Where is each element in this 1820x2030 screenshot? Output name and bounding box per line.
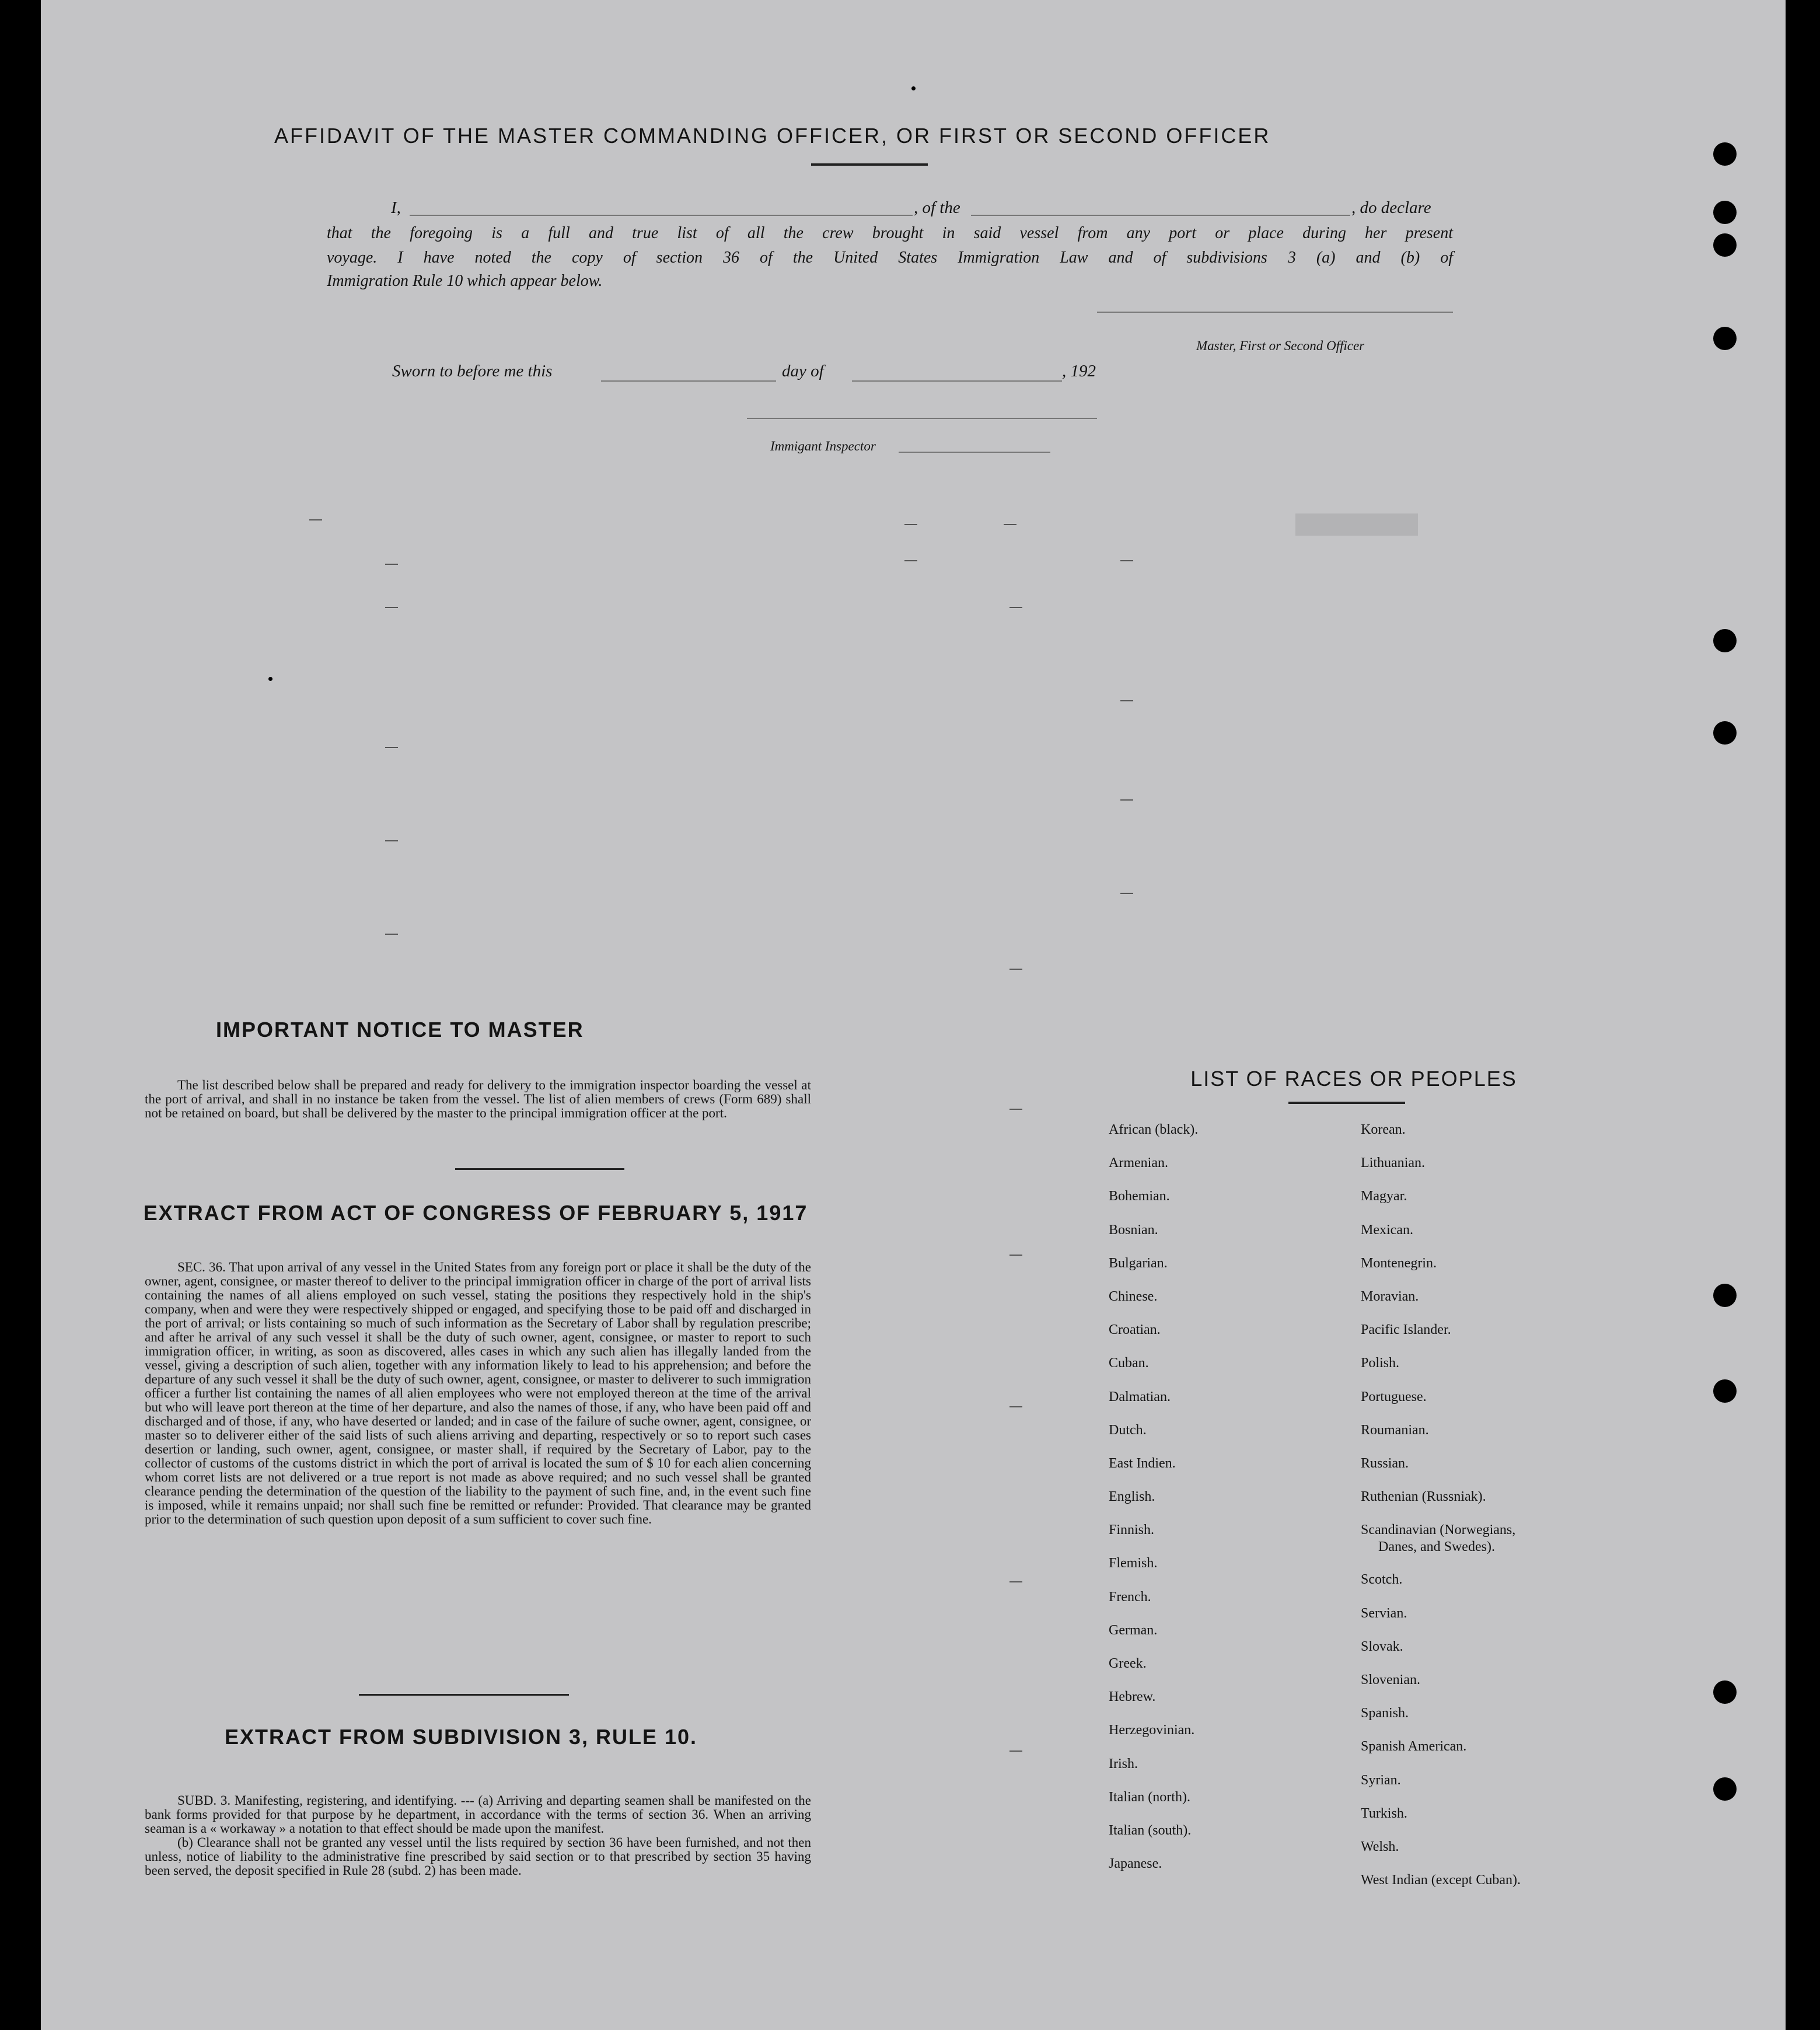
rule-heading: EXTRACT FROM SUBDIVISION 3, RULE 10. [224, 1725, 698, 1749]
act-text [145, 1260, 811, 1526]
race-item: Spanish American. [1361, 1739, 1467, 1755]
guide-dash [309, 519, 322, 520]
race-item: Servian. [1361, 1605, 1407, 1621]
race-item: Japanese. [1109, 1856, 1162, 1872]
race-item: Dalmatian. [1109, 1389, 1171, 1404]
sworn-month-line [852, 380, 1062, 382]
affidavit-text-line: Immigration Rule 10 which appear below. [327, 272, 603, 290]
race-item: Finnish. [1109, 1522, 1155, 1538]
punch-hole [1713, 721, 1737, 745]
affidavit-heading-rule [811, 163, 928, 166]
guide-dash [1120, 700, 1133, 701]
race-item: Hebrew. [1109, 1689, 1156, 1705]
guide-dash [1009, 1751, 1022, 1752]
guide-dash [385, 840, 398, 841]
stray-mark [911, 86, 916, 90]
race-item: Slovak. [1361, 1638, 1403, 1654]
guide-dash [1009, 1109, 1022, 1110]
inspector-signature-line [747, 418, 1097, 419]
inspector-line [899, 452, 1050, 453]
race-item: Ruthenian (Russniak). [1361, 1489, 1486, 1505]
race-item: Lithuanian. [1361, 1155, 1425, 1171]
act-heading: EXTRACT FROM ACT OF CONGRESS OF FEBRUARY 5, 1917 [143, 1201, 808, 1225]
guide-dash [1009, 969, 1022, 970]
race-item: Scotch. [1361, 1572, 1403, 1588]
race-item: Pacific Islander. [1361, 1322, 1451, 1338]
inspector-label: Immigant Inspector [770, 439, 876, 453]
race-item: Croatian. [1109, 1322, 1161, 1338]
affidavit-text-line: that the foregoing is a full and true list of all the crew brought in said vessel from any port or place during her present [327, 224, 1453, 242]
guide-dash [1009, 607, 1022, 608]
race-item: Herzegovinian. [1109, 1722, 1195, 1738]
race-item: Greek. [1109, 1656, 1147, 1671]
race-item: Russian. [1361, 1455, 1409, 1471]
sworn-day-line [601, 380, 776, 382]
race-item: Flemish. [1109, 1556, 1158, 1571]
races-right-column [1361, 1121, 1618, 1905]
races-heading-rule [1288, 1102, 1405, 1104]
race-item: Armenian. [1109, 1155, 1168, 1171]
punch-hole [1713, 142, 1737, 166]
guide-dash [385, 747, 398, 748]
race-item: Bosnian. [1109, 1222, 1158, 1238]
race-item: Mexican. [1361, 1222, 1413, 1238]
punch-hole [1713, 233, 1737, 257]
faint-smudge [1295, 513, 1418, 536]
vessel-name-line [971, 215, 1350, 216]
race-item: Moravian. [1361, 1288, 1419, 1304]
declare-label: , do declare [1351, 198, 1431, 217]
race-item: Bulgarian. [1109, 1255, 1168, 1271]
race-item: English. [1109, 1489, 1155, 1505]
master-signature-line [1097, 312, 1453, 313]
race-item: French. [1109, 1589, 1151, 1605]
race-item: Turkish. [1361, 1805, 1407, 1821]
notice-heading: IMPORTANT NOTICE TO MASTER [216, 1018, 584, 1042]
guide-dash [385, 607, 398, 608]
notice-text [145, 1078, 811, 1120]
document-page [41, 0, 1786, 2030]
sworn-label: Sworn to before me this [392, 362, 553, 380]
race-item: Danes, and Swedes). [1378, 1539, 1495, 1555]
day-of-label: day of [782, 362, 824, 380]
rule-text [145, 1794, 811, 1878]
race-item: Scandinavian (Norwegians, [1361, 1522, 1516, 1538]
race-item: Spanish. [1361, 1706, 1409, 1721]
race-item: German. [1109, 1622, 1158, 1638]
declarant-name-line [410, 215, 913, 216]
affidavit-text-line: voyage. I have noted the copy of section 36 of the United States Immigration Law and of subdivisions 3 (a) and (b) of [327, 249, 1453, 267]
guide-dash [385, 564, 398, 565]
race-item: Magyar. [1361, 1189, 1407, 1204]
guide-dash [1120, 893, 1133, 894]
race-item: Polish. [1361, 1355, 1400, 1371]
punch-hole [1713, 1284, 1737, 1307]
race-item: Italian (north). [1109, 1789, 1190, 1805]
race-item: Welsh. [1361, 1839, 1399, 1854]
guide-dash [1009, 1255, 1022, 1256]
race-item: Slovenian. [1361, 1672, 1420, 1687]
guide-dash [1009, 1406, 1022, 1407]
race-item: Cuban. [1109, 1355, 1149, 1371]
race-item: Syrian. [1361, 1772, 1401, 1788]
race-item: Korean. [1361, 1122, 1406, 1137]
guide-dash [385, 934, 398, 935]
of-the-label: , of the [914, 198, 960, 217]
race-item: African (black). [1109, 1122, 1199, 1137]
guide-dash [904, 524, 917, 525]
notice-rule [455, 1168, 624, 1170]
act-paragraph: SEC. 36. That upon arrival of any vessel in the United States from any foreign port or place it shall be the duty of the owner, agent, consignee, or master thereof to deliver to the principal immigration officer in charge of the port of arrival lists containing the names of all aliens employed on such vessel, stating the positions they respectively hold in the ship's company, when and were they were respectively shipped or engaged, and specifying those to be paid off and discharged in the port of arrival; or lists containing so much of such information as the Secretary of Labor shall by regulation prescribe; and after he arrival of any such vessel it shall be the duty of such owner, agent, consignee, or master to report to such immigration officer, in writing, as soon as discovered, alles cases in which any such alien has illegally landed from the vessel, giving a description of such alien, together with any information likely to lead to his apprehension; and before the departure of any such vessel it shall be the duty of such owner, agent, consignee, or master to deliverer to such immigration officer a further list containing the names of all alien employees who were not employed thereon at the time of the arrival but who will leave port thereon at the time of her departure, and also the names of those, if any, who have been paid off and discharged and of those, if any, who have deserted or landed; and in case of the failure of suche owner, agent, consignee, or master so to deliverer either of the said lists of such aliens arriving and departing, respectively or so to report such cases desertion or landing, such owner, agent, consignee, or master shall, if required by the Secretary of Labor, pay to the collector of customs of the customs district in which the port of arrival is located the sum of $ 10 for each alien concerning whom corret lists are not delivered or a true report is not made as above required; and no such vessel shall be granted clearance pending the determination of the question of the liability to the payment of such fine, and, in the event such fine is imposed, while it remains unpaid; nor shall such fine be remitted or refunder: Provided. That clearance may be granted prior to the determination of such question upon deposit of a sum sufficient to cover such fine. [145, 1260, 811, 1526]
punch-hole [1713, 201, 1737, 224]
race-item: Italian (south). [1109, 1822, 1192, 1838]
guide-dash [1120, 799, 1133, 801]
race-item: West Indian (except Cuban). [1361, 1872, 1521, 1888]
race-item: Portuguese. [1361, 1389, 1427, 1404]
declarant-i-label: I, [391, 198, 401, 217]
punch-hole [1713, 1777, 1737, 1801]
race-item: Irish. [1109, 1756, 1138, 1772]
race-item: Montenegrin. [1361, 1255, 1437, 1271]
guide-dash [1120, 560, 1133, 561]
notice-paragraph: The list described below shall be prepared and ready for delivery to the immigration inspector boarding the vessel at the port of arrival, and shall in no instance be taken from the vessel. The list of alien members of crews (Form 689) shall not be retained on board, but shall be delivered by the master to the principal immigration officer at the port. [145, 1078, 811, 1120]
race-item: Roumanian. [1361, 1422, 1429, 1438]
races-heading: LIST OF RACES OR PEOPLES [1190, 1067, 1517, 1091]
punch-hole [1713, 1680, 1737, 1704]
race-item: Bohemian. [1109, 1189, 1170, 1204]
punch-hole [1713, 1379, 1737, 1403]
races-left-column [1109, 1121, 1319, 1889]
punch-hole [1713, 327, 1737, 350]
year-label: , 192 [1062, 362, 1096, 380]
master-signature-label: Master, First or Second Officer [1196, 338, 1365, 353]
rule-paragraph-b: (b) Clearance shall not be granted any vessel until the lists required by section 36 have been furnished, and not then unless, notice of liability to the administrative fine prescribed by said section or to that prescribed by section 35 having been served, the deposit specified in Rule 28 (subd. 2) has been made. [145, 1835, 811, 1878]
race-item: East Indien. [1109, 1455, 1176, 1471]
race-item: Chinese. [1109, 1288, 1158, 1304]
stray-mark [268, 677, 273, 681]
act-rule [359, 1694, 569, 1696]
guide-dash [1009, 1581, 1022, 1582]
affidavit-heading: AFFIDAVIT OF THE MASTER COMMANDING OFFICER, OR FIRST OR SECOND OFFICER [274, 124, 1271, 148]
rule-paragraph-a: SUBD. 3. Manifesting, registering, and identifying. --- (a) Arriving and departing seamen shall be manifested on the bank forms provided for that purpose by he department, in accordance with the terms of section 36. When an arriving seaman is a « workaway » a notation to that effect should be made upon the manifest. [145, 1793, 811, 1836]
punch-hole [1713, 629, 1737, 652]
race-item: Dutch. [1109, 1422, 1147, 1438]
guide-dash [904, 560, 917, 561]
guide-dash [1004, 524, 1016, 525]
